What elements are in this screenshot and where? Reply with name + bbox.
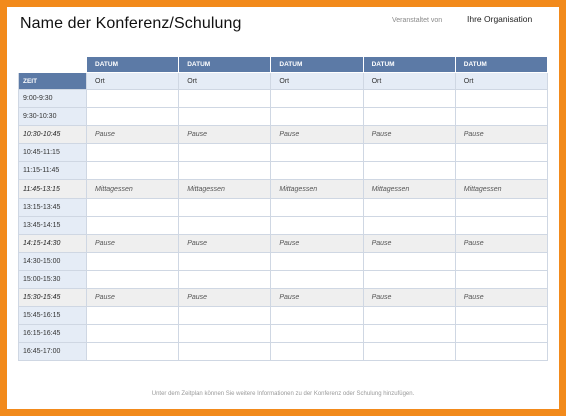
session-cell[interactable]: [455, 216, 547, 234]
session-cell[interactable]: [271, 216, 363, 234]
date-header[interactable]: DATUM: [87, 57, 179, 73]
session-cell[interactable]: [179, 325, 271, 343]
break-row: [19, 126, 548, 144]
session-cell[interactable]: [455, 270, 547, 288]
time-slot-cell[interactable]: 11:45-13:15: [19, 180, 87, 198]
session-cell[interactable]: [179, 216, 271, 234]
schedule-row: [19, 162, 548, 180]
session-cell[interactable]: [87, 307, 179, 325]
session-cell[interactable]: [87, 325, 179, 343]
time-slot-cell[interactable]: 13:15-13:45: [19, 198, 87, 216]
schedule-table: [18, 56, 548, 361]
session-cell[interactable]: [363, 216, 455, 234]
session-cell[interactable]: [87, 343, 179, 361]
schedule-row: [19, 270, 548, 288]
time-slot-cell[interactable]: 14:30-15:00: [19, 252, 87, 270]
time-slot-cell[interactable]: 16:45-17:00: [19, 343, 87, 361]
location-cell[interactable]: Ort: [179, 73, 271, 90]
break-cell[interactable]: Pause: [179, 289, 271, 307]
schedule-row: [19, 108, 548, 126]
location-cell[interactable]: Ort: [455, 73, 547, 90]
session-cell[interactable]: [271, 270, 363, 288]
break-cell[interactable]: Pause: [271, 289, 363, 307]
session-cell[interactable]: [179, 198, 271, 216]
session-cell[interactable]: [179, 90, 271, 108]
time-slot-cell[interactable]: 11:15-11:45: [19, 162, 87, 180]
organizer-label: Veranstaltet von: [392, 17, 443, 24]
break-cell[interactable]: Pause: [363, 234, 455, 252]
break-cell[interactable]: Pause: [455, 234, 547, 252]
session-cell[interactable]: [87, 198, 179, 216]
session-cell[interactable]: [87, 162, 179, 180]
date-header[interactable]: DATUM: [455, 57, 547, 73]
page-title: Name der Konferenz/Schulung: [20, 15, 242, 32]
break-cell[interactable]: Pause: [179, 234, 271, 252]
date-header[interactable]: DATUM: [179, 57, 271, 73]
session-cell[interactable]: [363, 325, 455, 343]
time-slot-cell[interactable]: 9:00-9:30: [19, 90, 87, 108]
session-cell[interactable]: [271, 198, 363, 216]
schedule-row: [19, 307, 548, 325]
session-cell[interactable]: [271, 90, 363, 108]
session-cell[interactable]: [455, 343, 547, 361]
break-row: [19, 289, 548, 307]
break-cell[interactable]: Pause: [363, 289, 455, 307]
location-cell[interactable]: Ort: [87, 73, 179, 90]
session-cell[interactable]: [179, 162, 271, 180]
session-cell[interactable]: [363, 90, 455, 108]
location-cell[interactable]: Ort: [271, 73, 363, 90]
time-column-header: ZEIT: [19, 73, 87, 90]
break-cell[interactable]: Pause: [87, 289, 179, 307]
session-cell[interactable]: [271, 252, 363, 270]
session-cell[interactable]: [363, 198, 455, 216]
session-cell[interactable]: [363, 144, 455, 162]
time-slot-cell[interactable]: 10:45-11:15: [19, 144, 87, 162]
time-slot-cell[interactable]: 10:30-10:45: [19, 126, 87, 144]
session-cell[interactable]: [363, 343, 455, 361]
session-cell[interactable]: [87, 216, 179, 234]
session-cell[interactable]: [455, 325, 547, 343]
break-cell[interactable]: Pause: [455, 289, 547, 307]
schedule-row: [19, 343, 548, 361]
time-slot-cell[interactable]: 15:45-16:15: [19, 307, 87, 325]
schedule-row: [19, 325, 548, 343]
session-cell[interactable]: [455, 162, 547, 180]
break-cell[interactable]: Pause: [87, 234, 179, 252]
break-row: [19, 234, 548, 252]
break-cell[interactable]: Mittagessen: [179, 180, 271, 198]
session-cell[interactable]: [179, 252, 271, 270]
break-cell[interactable]: Pause: [455, 126, 547, 144]
organizer-value[interactable]: Ihre Organisation: [467, 14, 533, 24]
session-cell[interactable]: [363, 108, 455, 126]
session-cell[interactable]: [455, 252, 547, 270]
break-cell[interactable]: Pause: [363, 126, 455, 144]
date-header[interactable]: DATUM: [363, 57, 455, 73]
break-cell[interactable]: Mittagessen: [363, 180, 455, 198]
session-cell[interactable]: [455, 90, 547, 108]
break-cell[interactable]: Pause: [179, 126, 271, 144]
break-cell[interactable]: Mittagessen: [271, 180, 363, 198]
footer-note: Unter dem Zeitplan können Sie weitere Informationen zu der Konferenz oder Schulung hinzufügen.: [151, 391, 415, 397]
time-slot-cell[interactable]: 15:30-15:45: [19, 289, 87, 307]
time-slot-cell[interactable]: 14:15-14:30: [19, 234, 87, 252]
time-slot-cell[interactable]: 16:15-16:45: [19, 325, 87, 343]
session-cell[interactable]: [179, 270, 271, 288]
schedule-row: [19, 216, 548, 234]
session-cell[interactable]: [87, 108, 179, 126]
session-cell[interactable]: [363, 270, 455, 288]
session-cell[interactable]: [271, 108, 363, 126]
schedule-row: [19, 90, 548, 108]
session-cell[interactable]: [455, 307, 547, 325]
break-cell[interactable]: Pause: [87, 126, 179, 144]
location-row: [19, 73, 548, 90]
session-cell[interactable]: [363, 252, 455, 270]
session-cell[interactable]: [455, 198, 547, 216]
session-cell[interactable]: [87, 90, 179, 108]
date-header[interactable]: DATUM: [271, 57, 363, 73]
break-cell[interactable]: Mittagessen: [455, 180, 547, 198]
break-cell[interactable]: Pause: [271, 234, 363, 252]
break-cell[interactable]: Pause: [271, 126, 363, 144]
session-cell[interactable]: [87, 270, 179, 288]
session-cell[interactable]: [87, 144, 179, 162]
session-cell[interactable]: [271, 343, 363, 361]
session-cell[interactable]: [179, 108, 271, 126]
session-cell[interactable]: [363, 162, 455, 180]
session-cell[interactable]: [179, 343, 271, 361]
session-cell[interactable]: [271, 307, 363, 325]
session-cell[interactable]: [271, 144, 363, 162]
break-cell[interactable]: Mittagessen: [87, 180, 179, 198]
session-cell[interactable]: [179, 307, 271, 325]
session-cell[interactable]: [179, 144, 271, 162]
time-slot-cell[interactable]: 15:00-15:30: [19, 270, 87, 288]
time-slot-cell[interactable]: 13:45-14:15: [19, 216, 87, 234]
time-slot-cell[interactable]: 9:30-10:30: [19, 108, 87, 126]
date-header-row: [19, 57, 548, 73]
schedule-row: [19, 252, 548, 270]
session-cell[interactable]: [455, 144, 547, 162]
location-cell[interactable]: Ort: [363, 73, 455, 90]
session-cell[interactable]: [455, 108, 547, 126]
break-row: [19, 180, 548, 198]
session-cell[interactable]: [271, 162, 363, 180]
session-cell[interactable]: [363, 307, 455, 325]
schedule-row: [19, 144, 548, 162]
session-cell[interactable]: [271, 325, 363, 343]
header-corner: [19, 57, 87, 73]
schedule-row: [19, 198, 548, 216]
session-cell[interactable]: [87, 252, 179, 270]
